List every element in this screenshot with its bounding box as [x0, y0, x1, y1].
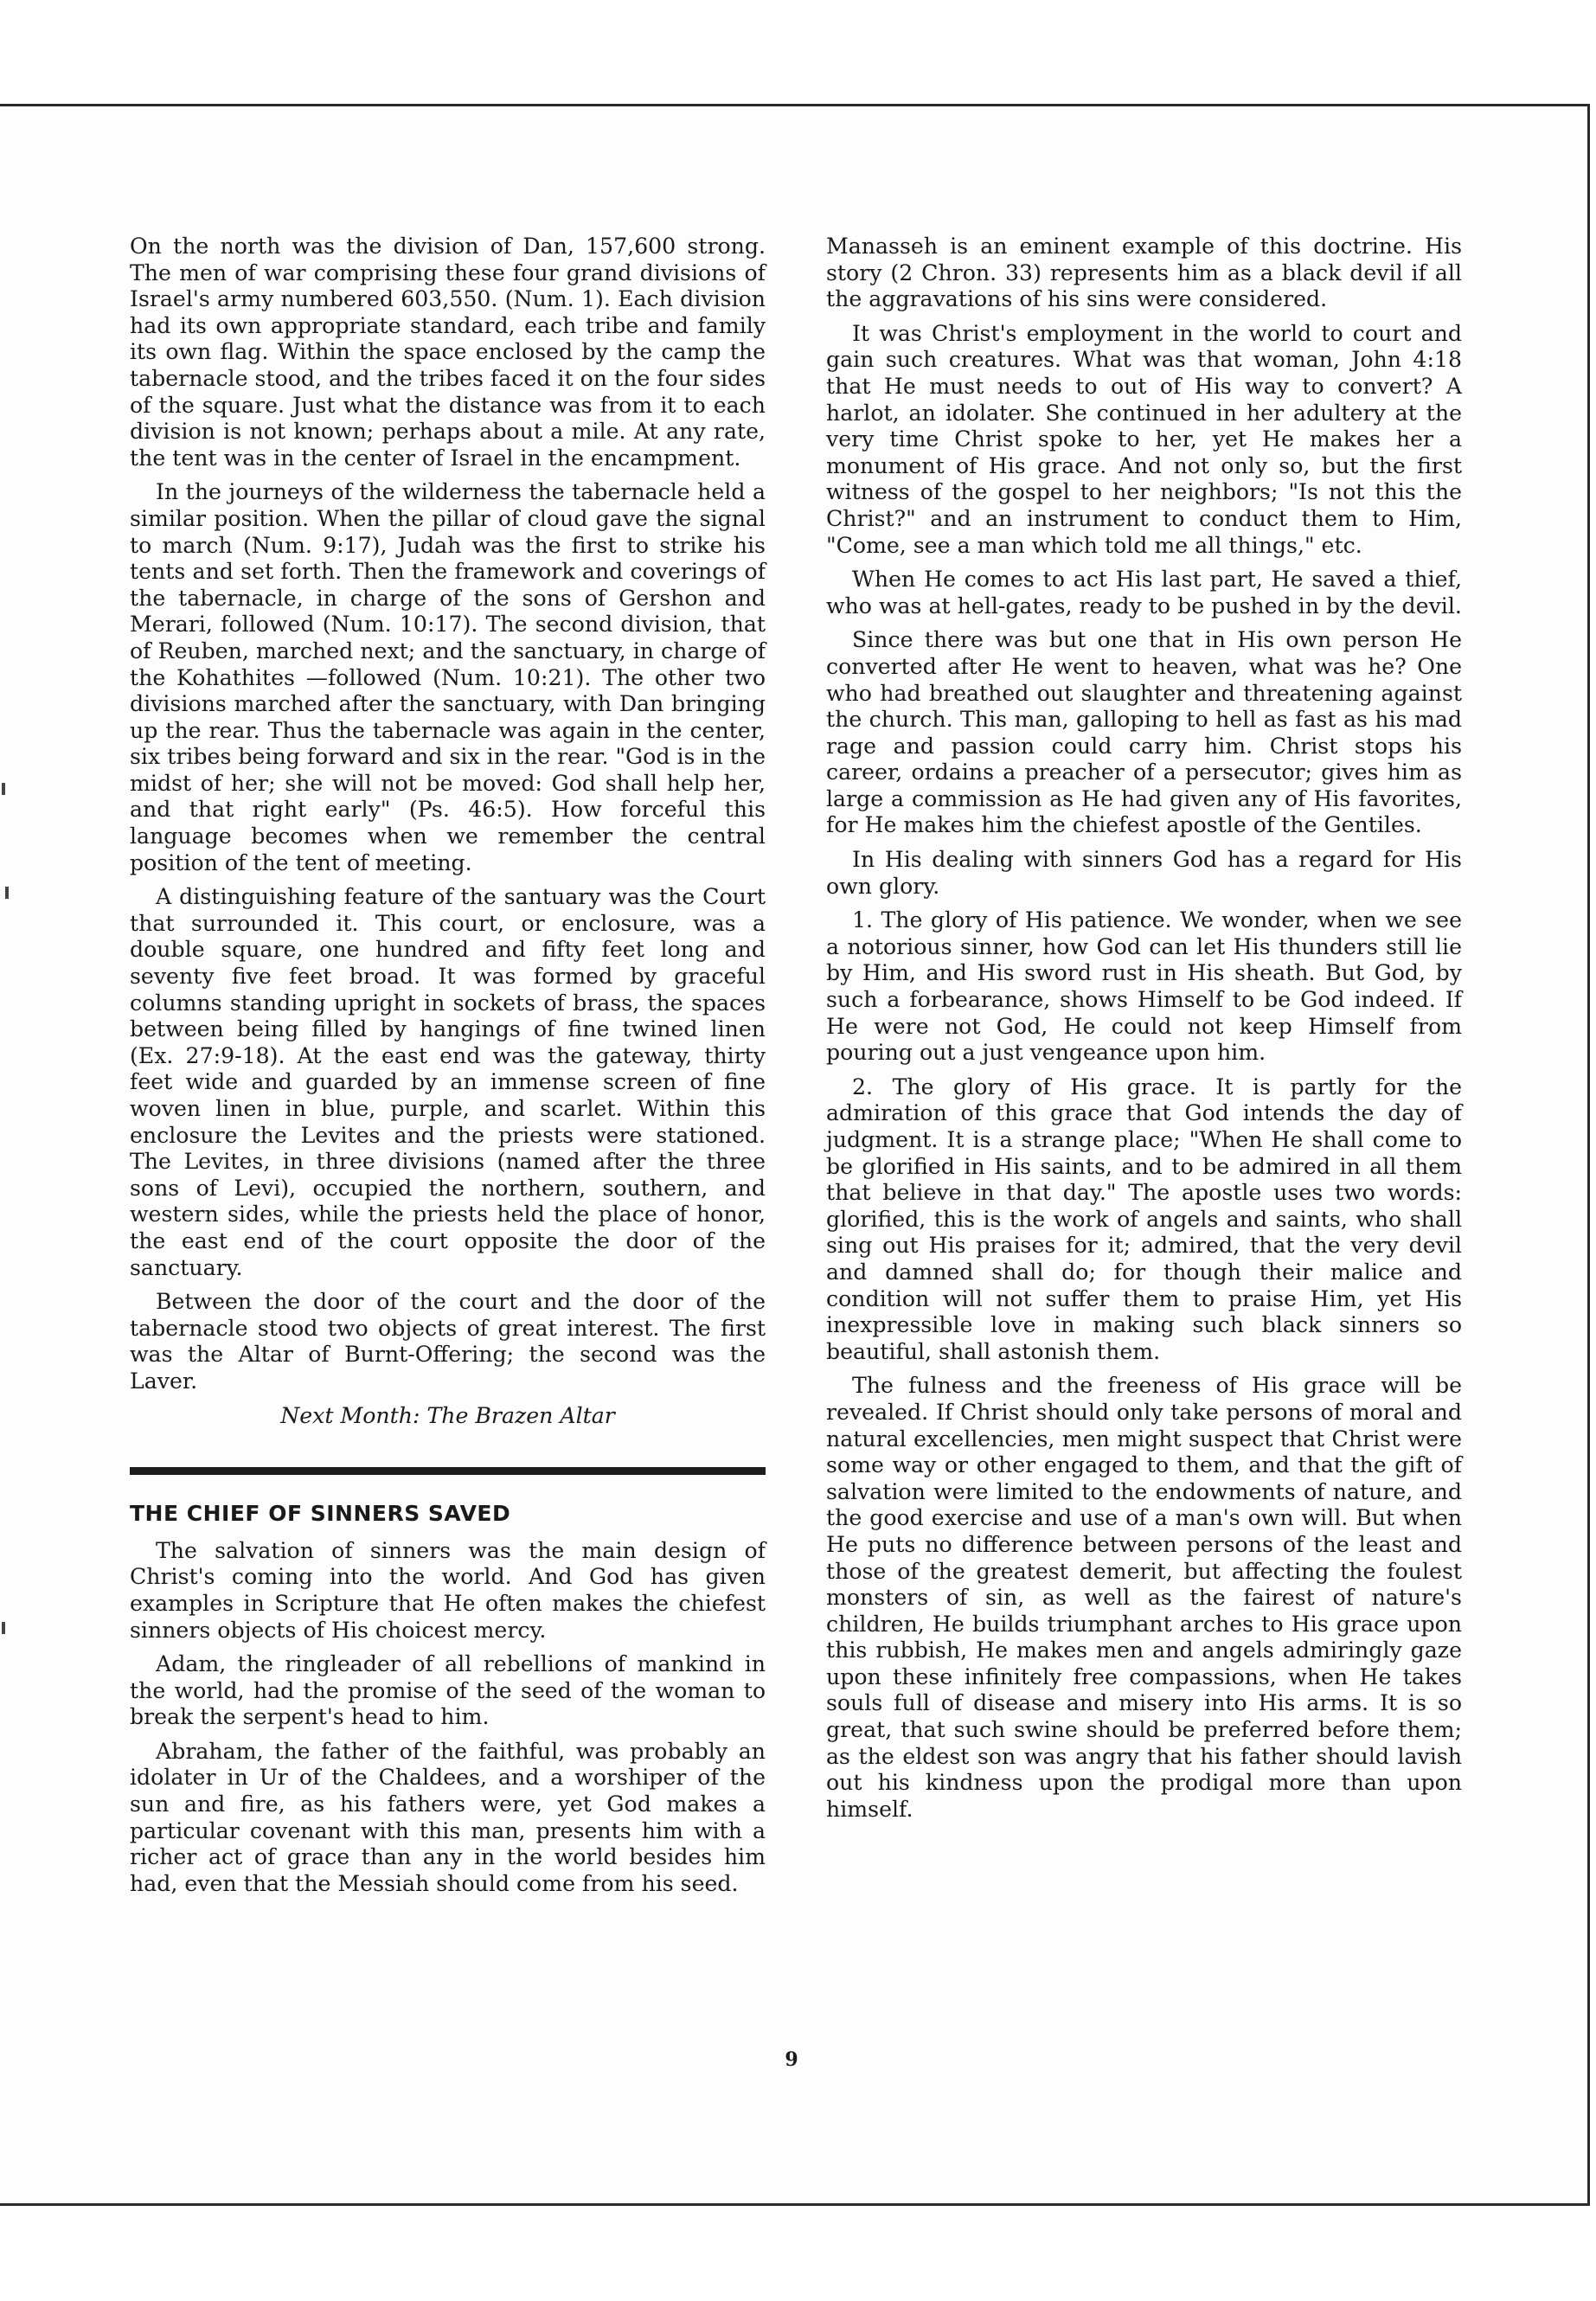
paragraph: When He comes to act His last part, He saved a thief, who was at hell-gates, ready to be pushed in by the devil. [826, 567, 1462, 619]
scan-edge-mark [2, 783, 5, 795]
paragraph: A distinguishing feature of the santuary was the Court that surrounded it. This court, or enclosure, was a double square, one hundred and fifty feet long and seventy five feet broad. It was formed by graceful columns standing upright in sockets of brass, the spaces between being filled by hangings of fine twined linen (Ex. 27:9-18). At the east end was the gateway, thirty feet wide and guarded by an immense screen of fine woven linen in blue, purple, and scarlet. Within this enclosure the Levites and the priests were stationed. The Levites, in three divisions (named after the three sons of Levi), occupied the northern, southern, and western sides, while the priests held the place of honor, the east end of the court opposite the door of the sanctuary. [130, 884, 766, 1280]
paragraph: In the journeys of the wilderness the tabernacle held a similar position. When the pillar of cloud gave the signal to march (Num. 9:17), Judah was the first to strike his tents and set forth. Then the framework and coverings of the tabernacle, in charge of the sons of Gershon and Merari, followed (Num. 10:17). The second division, that of Reuben, marched next; and the sanctuary, in charge of the Kohathites —followed (Num. 10:21). The other two divisions marched after the sanctuary, with Dan bringing up the rear. Thus the tabernacle was again in the center, six tribes being forward and six in the rear. "God is in the midst of her; she will not be moved: God shall help her, and that right early" (Ps. 46:5). How forceful this language becomes when we remember the central position of the tent of meeting. [130, 479, 766, 875]
paragraph: The fulness and the freeness of His grace will be revealed. If Christ should only take persons of moral and natural excellencies, men might suspect that Christ were some way or other engaged to them, and that the gift of salvation were limited to the endowments of nature, and the good exercise and use of a man's own will. But when He puts no difference between persons of the least and those of the greatest demerit, but affecting the foulest monsters of sin, as well as the fairest of nature's children, He builds triumphant arches to His grace upon this rubbish, He makes men and angels admiringly gaze upon these infinitely free compassions, when He takes souls full of disease and misery into His arms. It is so great, that such swine should be preferred before them; as the eldest son was angry that his father should lavish out his kindness upon the prodigal more than upon himself. [826, 1373, 1462, 1822]
scan-edge-mark [2, 1622, 5, 1634]
section-divider [130, 1467, 766, 1475]
next-month-note: Next Month: The Brazen Altar [280, 1402, 615, 1428]
scan-edge-mark [5, 887, 9, 899]
paragraph: Since there was but one that in His own person He converted after He went to heaven, what was he? One who had breathed out slaughter and threatening against the church. This man, galloping to hell as fast as his mad rage and passion could carry him. Christ stops his career, ordains a preacher of a persecutor; gives him as large a commission as He had given any of His favorites, for He makes him the chiefest apostle of the Gentiles. [826, 627, 1462, 838]
paragraph: The salvation of sinners was the main design of Christ's coming into the world. And God has given examples in Scripture that He often makes the chiefest sinners objects of His choicest mercy. [130, 1537, 766, 1643]
paragraph: Between the door of the court and the door of the tabernacle stood two objects of great interest. The first was the Altar of Burnt-Offering; the second was the Laver. [130, 1289, 766, 1394]
paragraph: On the north was the division of Dan, 157,600 strong. The men of war comprising these four grand divisions of Israel's army numbered 603,550. (Num. 1). Each division had its own appropriate standard, each tribe and family its own flag. Within the space enclosed by the camp the tabernacle stood, and the tribes faced it on the four sides of the square. Just what the distance was from it to each division is not known; perhaps about a mile. At any rate, the tent was in the center of Israel in the encampment. [130, 234, 766, 471]
left-column [130, 234, 766, 1905]
paragraph: In His dealing with sinners God has a regard for His own glory. [826, 847, 1462, 899]
article-title: THE CHIEF OF SINNERS SAVED [130, 1501, 511, 1527]
paragraph: Abraham, the father of the faithful, was probably an idolater in Ur of the Chaldees, and a worshiper of the sun and fire, as his fathers were, yet God makes a particular covenant with this man, presents him with a richer act of grace than any in the world besides him had, even that the Messiah should come from his seed. [130, 1738, 766, 1896]
page-number: 9 [785, 2048, 798, 2071]
right-column [826, 234, 1462, 1830]
paragraph: Adam, the ringleader of all rebellions of mankind in the world, had the promise of the seed of the woman to break the serpent's head to him. [130, 1651, 766, 1730]
paragraph: 1. The glory of His patience. We wonder, when we see a notorious sinner, how God can let His thunders still lie by Him, and His sword rust in His sheath. But God, by such a forbearance, shows Himself to be God indeed. If He were not God, He could not keep Himself from pouring out a just vengeance upon him. [826, 907, 1462, 1066]
paragraph: 2. The glory of His grace. It is partly for the admiration of this grace that God intends the day of judgment. It is a strange place; "When He shall come to be glorified in His saints, and to be admired in all them that believe in that day." The apostle uses two words: glorified, this is the work of angels and saints, who shall sing out His praises for it; admired, that the very devil and damned shall do; for though their malice and condition will not suffer them to praise Him, yet His inexpressible love in making such black sinners so beautiful, shall astonish them. [826, 1074, 1462, 1364]
paragraph: It was Christ's employment in the world to court and gain such creatures. What was that woman, John 4:18 that He must needs to out of His way to convert? A harlot, an idolater. She continued in her adultery at the very time Christ spoke to her, yet He makes her a monument of His grace. And not only so, but the first witness of the gospel to her neighbors; "Is not this the Christ?" and an instrument to conduct them to Him, "Come, see a man which told me all things," etc. [826, 320, 1462, 558]
paragraph: Manasseh is an eminent example of this doctrine. His story (2 Chron. 33) represents him as a black devil if all the aggravations of his sins were considered. [826, 234, 1462, 312]
